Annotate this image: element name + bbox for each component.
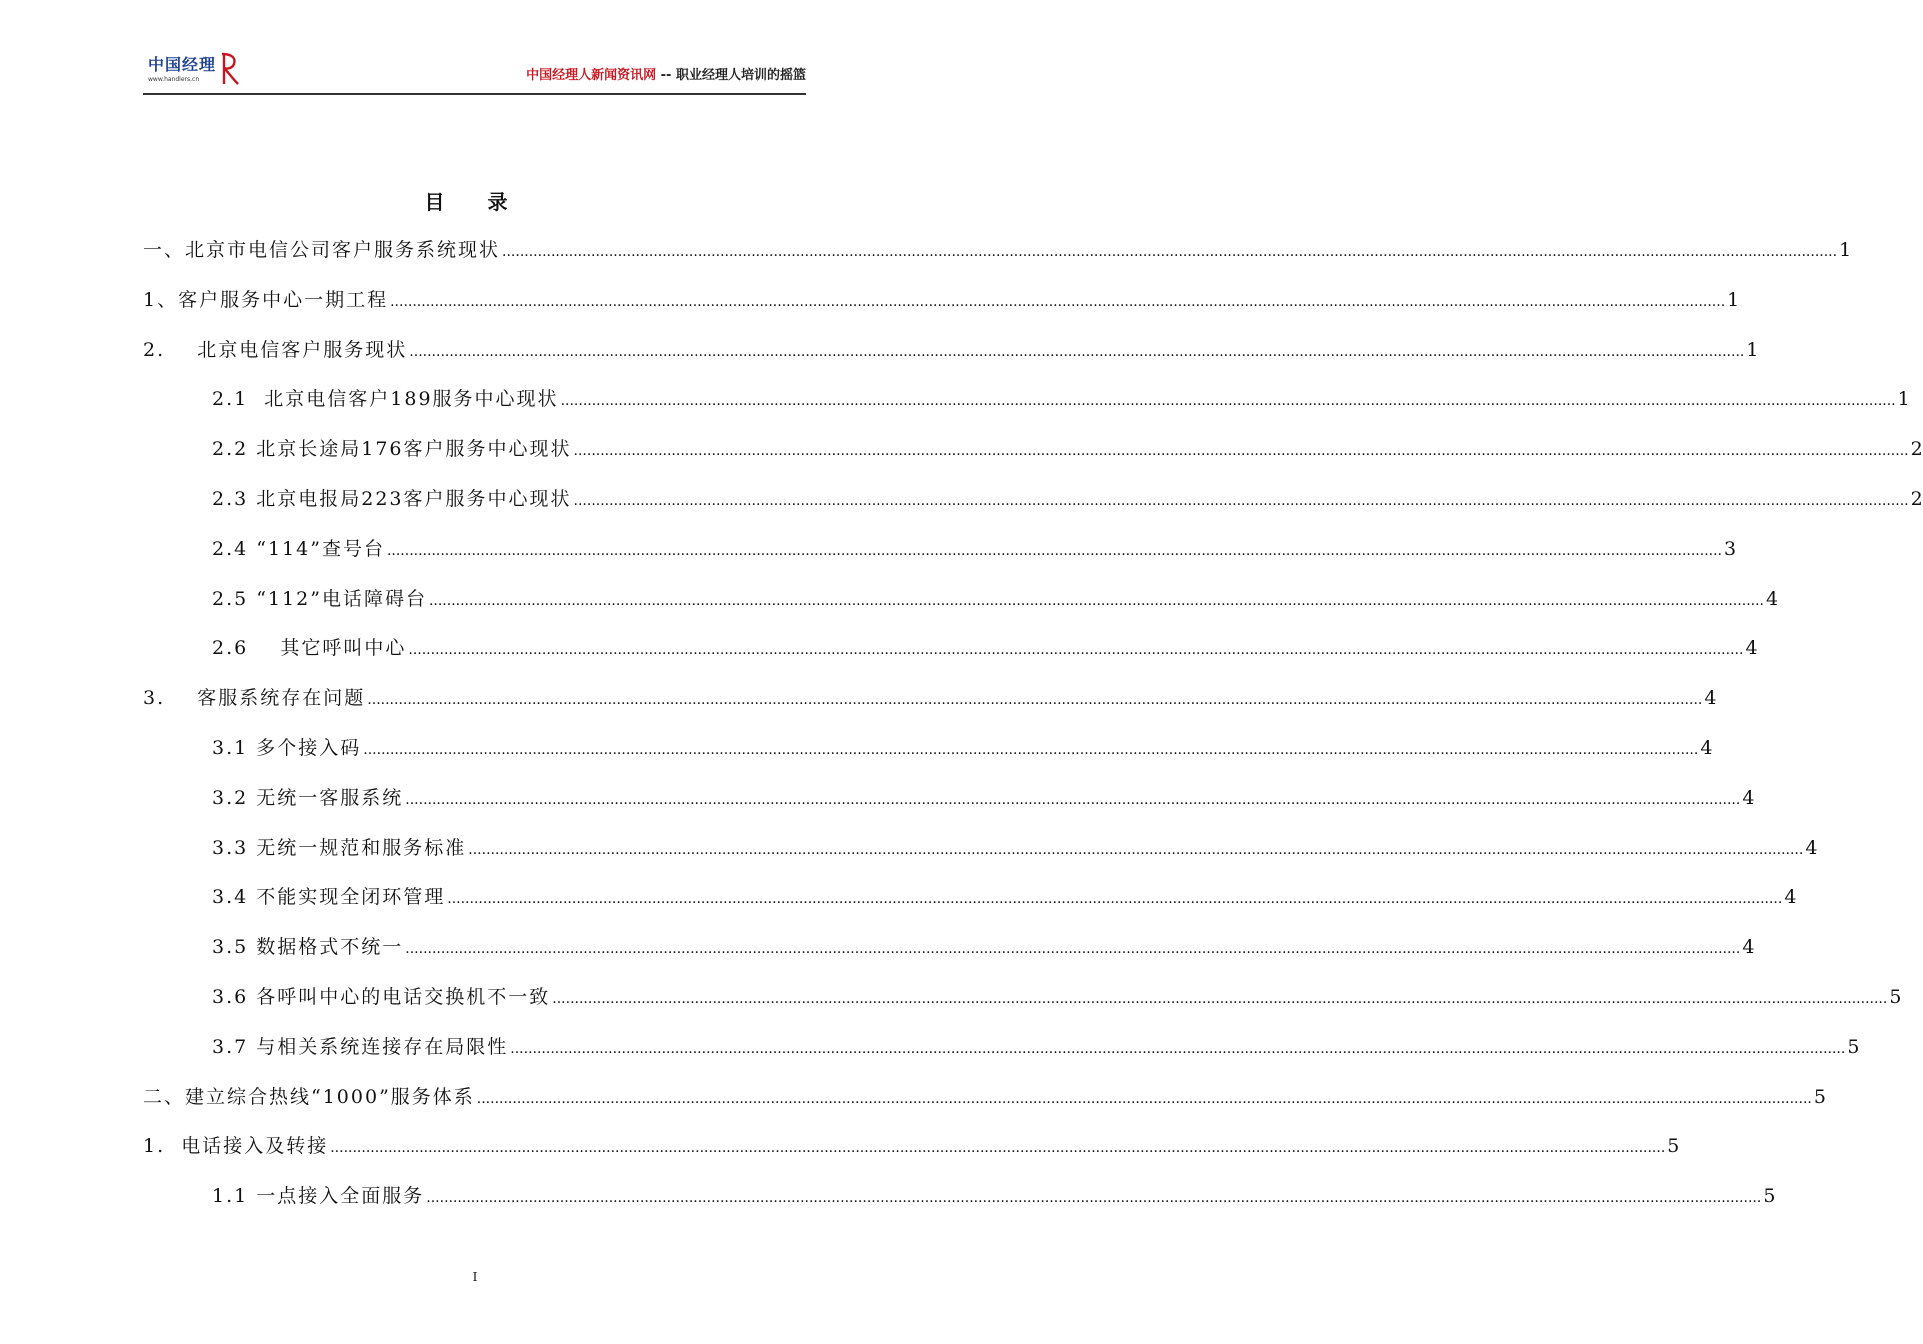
toc-leader-dots: ............................................................................................................................................................................................................................................................................................................ bbox=[409, 343, 1745, 360]
toc-entry[interactable] bbox=[212, 1181, 1776, 1211]
toc-entry-page: 1 bbox=[1746, 338, 1759, 361]
toc-leader-dots: ............................................................................................................................................................................................................................................................................................................ bbox=[573, 493, 1909, 509]
toc-entry-label: 3.5 数据格式不统一 bbox=[212, 936, 404, 959]
toc-entry-page: 4 bbox=[1742, 936, 1755, 959]
toc-entry-page: 5 bbox=[1667, 1135, 1680, 1158]
toc-entry-label: 3.4 不能实现全闭环管理 bbox=[212, 886, 446, 909]
toc-entry-label: 2. 北京电信客户服务现状 bbox=[143, 338, 408, 361]
logo-text: 中国经理 bbox=[148, 55, 217, 74]
toc-leader-dots: ............................................................................................................................................................................................................................................................................................................ bbox=[386, 542, 1723, 559]
toc-leader-dots: ............................................................................................................................................................................................................................................................................................................ bbox=[573, 443, 1909, 460]
toc-entry-label: 2.2 北京长途局176客户服务中心现状 bbox=[212, 438, 572, 461]
toc-leader-dots: ............................................................................................................................................................................................................................................................................................................ bbox=[428, 592, 1765, 609]
toc-entry-label: 2.5 “112”电话障碍台 bbox=[212, 587, 427, 610]
toc-entry-label: 一、北京市电信公司客户服务系统现状 bbox=[143, 239, 501, 261]
toc-entry[interactable] bbox=[212, 783, 1755, 813]
toc-entry[interactable] bbox=[212, 932, 1755, 962]
toc-title: 目 录 bbox=[424, 190, 526, 214]
toc-leader-dots: ............................................................................................................................................................................................................................................................................................................ bbox=[363, 742, 1699, 758]
tagline-red: 中国经理人新闻资讯网 bbox=[526, 68, 657, 83]
toc-entry[interactable] bbox=[212, 982, 1902, 1012]
toc-leader-dots: ............................................................................................................................................................................................................................................................................................................ bbox=[426, 1190, 1762, 1207]
toc-leader-dots: ............................................................................................................................................................................................................................................................................................................ bbox=[552, 991, 1888, 1007]
toc-leader-dots: ............................................................................................................................................................................................................................................................................................................ bbox=[468, 841, 1804, 858]
toc-entry[interactable] bbox=[212, 1032, 1860, 1062]
toc-entry-label: 1. 电话接入及转接 bbox=[143, 1135, 329, 1158]
toc-entry[interactable] bbox=[212, 434, 1923, 464]
toc-leader-dots: ............................................................................................................................................................................................................................................................................................................ bbox=[560, 393, 1896, 410]
toc-entry-label: 2.1 北京电信客户189服务中心现状 bbox=[212, 388, 559, 411]
toc-entry-page: 5 bbox=[1813, 1085, 1826, 1108]
toc-entry[interactable] bbox=[143, 1131, 1680, 1161]
toc-entry[interactable] bbox=[143, 335, 1759, 365]
toc-entry-page: 1 bbox=[1727, 288, 1740, 311]
toc-entry-label: 2.6 其它呼叫中心 bbox=[212, 637, 407, 660]
site-logo[interactable] bbox=[143, 50, 243, 90]
toc-entry[interactable] bbox=[212, 882, 1797, 912]
site-tagline bbox=[526, 64, 806, 83]
toc-entry-label: 2.4 “114”查号台 bbox=[212, 537, 385, 560]
toc-entry-page: 3 bbox=[1724, 537, 1737, 560]
toc-entry-label: 3. 客服系统存在问题 bbox=[143, 687, 366, 710]
toc-leader-dots: ............................................................................................................................................................................................................................................................................................................ bbox=[367, 692, 1703, 709]
toc-leader-dots: ............................................................................................................................................................................................................................................................................................................ bbox=[502, 244, 1838, 260]
header-divider bbox=[143, 93, 806, 95]
page-header bbox=[143, 44, 806, 94]
footer-page-number: I bbox=[472, 1270, 478, 1284]
toc-leader-dots: ............................................................................................................................................................................................................................................................................................................ bbox=[390, 293, 1726, 310]
toc-entry-label: 1、客户服务中心一期工程 bbox=[143, 288, 389, 311]
toc-entry-page: 4 bbox=[1784, 886, 1797, 909]
toc-leader-dots: ............................................................................................................................................................................................................................................................................................................ bbox=[408, 642, 1744, 659]
toc-leader-dots: ............................................................................................................................................................................................................................................................................................................ bbox=[405, 941, 1741, 958]
toc-entry-page: 4 bbox=[1745, 637, 1758, 660]
toc-entry-label: 3.6 各呼叫中心的电话交换机不一致 bbox=[212, 986, 551, 1008]
toc-entry-page: 1 bbox=[1839, 239, 1852, 261]
toc-entry-label: 3.3 无统一规范和服务标准 bbox=[212, 836, 467, 859]
toc-entry[interactable] bbox=[143, 1082, 1826, 1112]
toc-entry[interactable] bbox=[143, 683, 1717, 713]
tagline-dark: 职业经理人培训的摇篮 bbox=[675, 68, 806, 83]
toc-entry[interactable] bbox=[212, 534, 1737, 564]
toc-entry-page: 4 bbox=[1700, 737, 1713, 759]
logo-url: www.handlers.cn bbox=[148, 76, 200, 83]
toc-entry[interactable] bbox=[143, 285, 1740, 315]
toc-entry[interactable] bbox=[212, 584, 1779, 614]
toc-entry-page: 1 bbox=[1897, 388, 1910, 411]
toc-entry-label: 3.2 无统一客服系统 bbox=[212, 786, 404, 809]
toc-entry-label: 二、建立综合热线“1000”服务体系 bbox=[143, 1085, 475, 1108]
toc-entry[interactable] bbox=[143, 235, 1852, 265]
toc-entry-page: 4 bbox=[1704, 687, 1717, 710]
toc-leader-dots: ............................................................................................................................................................................................................................................................................................................ bbox=[330, 1140, 1666, 1157]
toc-entry-page: 4 bbox=[1805, 836, 1818, 859]
toc-entry[interactable] bbox=[212, 633, 1758, 663]
toc-entry-page: 4 bbox=[1766, 587, 1779, 610]
toc-entry[interactable] bbox=[212, 484, 1923, 514]
toc-entry-page: 5 bbox=[1763, 1185, 1776, 1208]
toc-entry-page: 5 bbox=[1889, 986, 1902, 1008]
toc-entry-label: 1.1 一点接入全面服务 bbox=[212, 1185, 425, 1208]
tagline-separator: -- bbox=[656, 68, 676, 83]
toc-entry-page: 5 bbox=[1847, 1035, 1860, 1058]
toc-entry-label: 2.3 北京电报局223客户服务中心现状 bbox=[212, 488, 572, 510]
toc-leader-dots: ............................................................................................................................................................................................................................................................................................................ bbox=[405, 791, 1741, 808]
toc-entry-page: 4 bbox=[1742, 786, 1755, 809]
toc-entry-page: 2 bbox=[1910, 438, 1923, 461]
toc-leader-dots: ............................................................................................................................................................................................................................................................................................................ bbox=[447, 891, 1783, 908]
toc-entry-label: 3.7 与相关系统连接存在局限性 bbox=[212, 1035, 509, 1058]
toc-entry[interactable] bbox=[212, 733, 1713, 763]
toc-entry-page: 2 bbox=[1910, 488, 1923, 510]
toc-entry[interactable] bbox=[212, 833, 1818, 863]
toc-entry-label: 3.1 多个接入码 bbox=[212, 737, 362, 759]
stylized-r-logo-icon bbox=[218, 52, 240, 86]
toc-entry[interactable] bbox=[212, 384, 1910, 414]
toc-leader-dots: ............................................................................................................................................................................................................................................................................................................ bbox=[476, 1090, 1812, 1107]
toc-leader-dots: ............................................................................................................................................................................................................................................................................................................ bbox=[510, 1040, 1846, 1057]
